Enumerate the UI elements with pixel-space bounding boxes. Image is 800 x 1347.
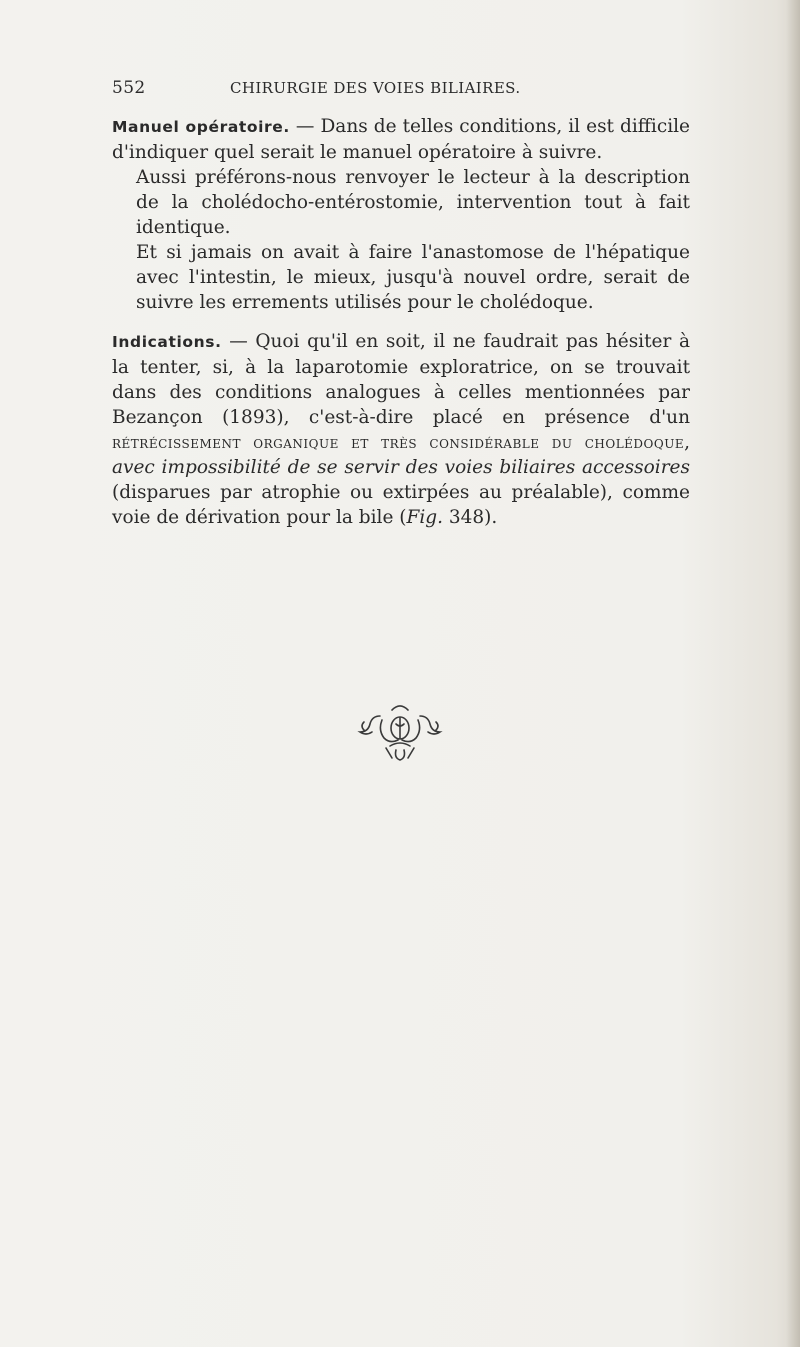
page-edge-shadow [786, 0, 800, 1347]
paragraph-text: , [684, 432, 690, 453]
section-heading-manuel: Manuel opératoire. [112, 118, 290, 136]
page-number: 552 [112, 78, 146, 98]
paragraph-text: Aussi préférons-nous renvoyer le lecteur à la description de la cholédocho-entérostomie, intervention tout à fait identique. [136, 167, 690, 238]
italic-text: avec impossibilité de se servir des voies biliaires accessoires [112, 457, 690, 478]
paragraph-text: Et si jamais on avait à faire l'anastomose de l'hépatique avec l'intestin, le mieux, jusqu'à nouvel ordre, serait de suivre les errements utilisés pour le cholédoque. [136, 242, 690, 313]
paragraph-text: — Dans de telles conditions, il est difficile d'indiquer quel serait le manuel opératoire à suivre. [112, 116, 690, 163]
fleuron-ornament-icon [352, 700, 448, 764]
section-heading-indications: Indications. [112, 333, 222, 351]
figure-reference-number: 348). [442, 507, 498, 528]
figure-reference-label: Fig. [406, 507, 443, 528]
paragraph-text: (disparues par atrophie ou extirpées au préalable), comme voie de dérivation pour la bile ( [112, 482, 690, 528]
running-title: CHIRURGIE DES VOIES BILIAIRES. [230, 79, 521, 97]
paragraph-manuel-operatoire [112, 114, 690, 315]
smallcaps-text: rétrécissement organique et très considérable du cholédoque [112, 433, 685, 452]
body-text [112, 114, 690, 544]
paragraph-indications [112, 329, 690, 530]
paragraph-text: — Quoi qu'il en soit, il ne faudrait pas hésiter à la tenter, si, à la laparotomie exploratrice, on se trouvait dans des conditions analogues à celles mentionnées par Bezançon (1893), c'est-à-dire placé en présence d'un [112, 331, 690, 428]
